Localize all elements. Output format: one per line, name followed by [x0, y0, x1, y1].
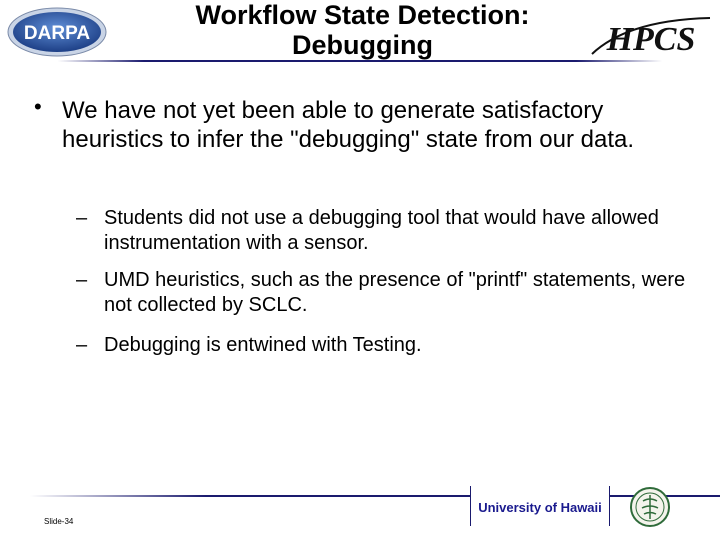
hpcs-logo: [588, 10, 714, 62]
title-line-1: Workflow State Detection:: [195, 0, 530, 30]
sub-bullet-2: UMD heuristics, such as the presence of "printf" statements, were not collected by SCLC.: [104, 269, 686, 316]
hpcs-logo-text: HPCS: [606, 21, 696, 58]
darpa-logo: [6, 6, 108, 58]
main-bullet-text: We have not yet been able to generate satisfactory heuristics to infer the "debugging" state from our data.: [62, 97, 635, 153]
bullet-marker: •: [34, 94, 42, 119]
darpa-logo-text: DARPA: [23, 23, 91, 44]
page-title: [120, 0, 605, 60]
slide-number: Slide-34: [44, 517, 74, 526]
dash-marker: –: [76, 269, 88, 291]
header-divider: [0, 60, 720, 62]
dash-marker: –: [76, 334, 88, 356]
sub-bullet-1: Students did not use a debugging tool that would have allowed instrumentation with a sensor.: [104, 207, 659, 254]
dash-marker: –: [76, 207, 88, 229]
sub-bullet-3: Debugging is entwined with Testing.: [104, 334, 422, 356]
university-label: University of Hawaii: [478, 500, 602, 515]
title-line-2: Debugging: [292, 30, 433, 60]
university-seal-icon: [630, 486, 670, 528]
footer-divider-left: [30, 495, 470, 497]
